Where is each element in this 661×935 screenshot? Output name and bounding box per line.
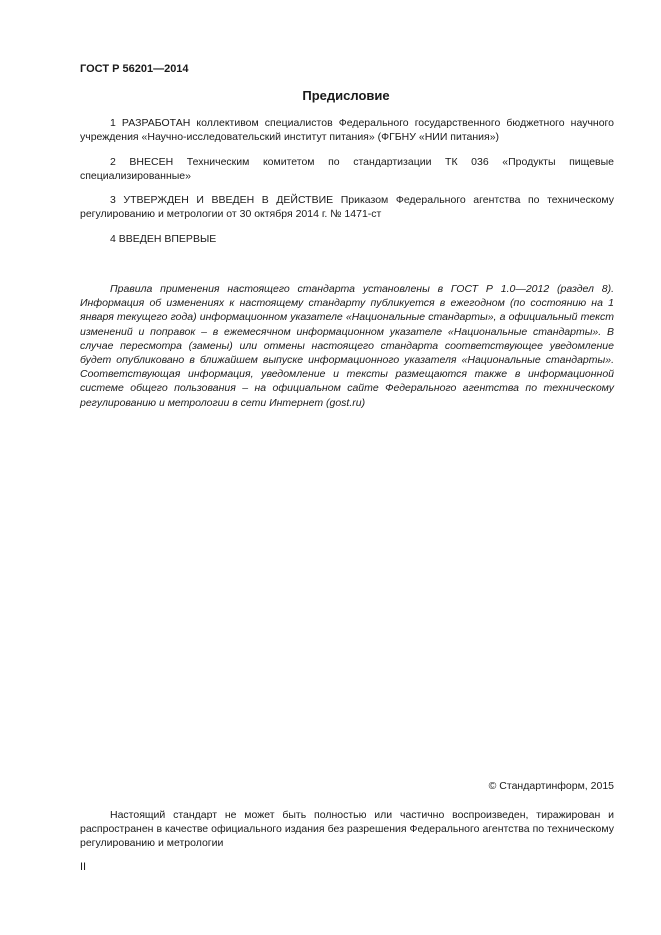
foreword-item-1: 1 РАЗРАБОТАН коллективом специалистов Федерального государственного бюджетного научного учреждения «Научно-исследовательский институт питания» (ФГБНУ «НИИ питания») [80,117,614,143]
foreword-item-4: 4 ВВЕДЕН ВПЕРВЫЕ [110,233,217,245]
foreword-item-2: 2 ВНЕСЕН Техническим комитетом по стандартизации ТК 036 «Продукты пищевые специализированные» [80,156,614,182]
copyright-line: © Стандартинформ, 2015 [488,780,614,792]
foreword-title: Предисловие [302,88,390,103]
reproduction-rights-notice: Настоящий стандарт не может быть полностью или частично воспроизведен, тиражирован и распространен в качестве официального издания без разрешения Федерального агентства по техническому регулированию и метрологии [80,809,614,849]
standard-application-notice: Правила применения настоящего стандарта установлены в ГОСТ Р 1.0—2012 (раздел 8). Информация об изменениях к настоящему стандарту публикуется в ежегодном (по состоянию на 1 января текущего года) информационном указателе «Национальные стандарты», а официальный текст изменений и поправок – в ежемесячном информационном указателе «Национальные стандарты». В случае пересмотра (замены) или отмены настоящего стандарта соответствующее уведомление будет опубликовано в ближайшем выпуске информационного указателя «Национальные стандарты». Соответствующая информация, уведомление и тексты размещаются также в информационной системе общего пользования – на официальном сайте Федерального агентства по техническому регулированию и метрологии в сети Интернет (gost.ru) [80,283,614,409]
foreword-item-3: 3 УТВЕРЖДЕН И ВВЕДЕН В ДЕЙСТВИЕ Приказом Федерального агентства по техническому регулированию и метрологии от 30 октября 2014 г. № 1471-ст [80,194,614,220]
document-code: ГОСТ Р 56201—2014 [80,63,189,75]
page-number: II [80,861,87,873]
